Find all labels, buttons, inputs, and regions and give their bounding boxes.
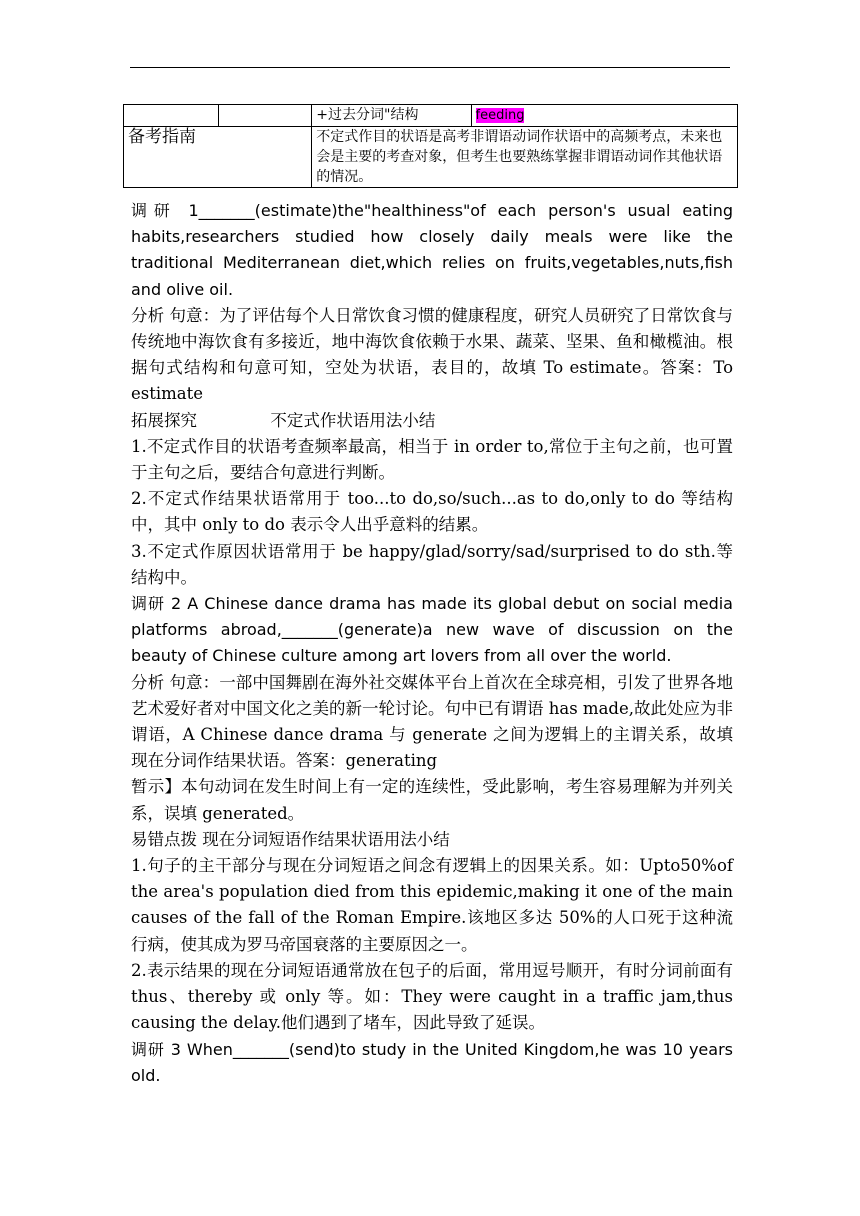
tip-note: 暂示】本句动词在发生时间上有一定的连续性，受此影响，考生容易理解为并列关系，误填 generated。: [131, 777, 733, 823]
question-1: 调研 1_______(estimate)the"healthiness"of each person's usual eating habits,researchers studied how closely daily meals were like the traditional Mediterranean diet,which relies on fruits,vegetables,nuts,fish and olive oil.: [131, 201, 733, 299]
question-2: 调研 2 A Chinese dance drama has made its global debut on social media platforms abroad,_______(generate)a new wave of discussion on the beauty of Chinese culture among art lovers from all over the world.: [131, 594, 733, 666]
table-cell-answer: [471, 105, 737, 127]
table-cell: [124, 105, 219, 127]
guide-label-cell: 备考指南: [124, 127, 312, 188]
table-cell-structure: +过去分词"结构: [312, 105, 471, 127]
section-heading-error: 易错点拨 现在分词短语作结果状语用法小结: [131, 829, 450, 849]
section-heading-extension: 拓展探究 不定式作状语用法小结: [131, 410, 436, 430]
guide-content-cell: 不定式作目的状语是高考非谓语动词作状语中的高频考点，未来也会是主要的考查对象，但考生也要熟练掌握非谓语动词作其他状语的情况。: [312, 127, 738, 188]
analysis-2: 分析 句意：一部中国舞剧在海外社交媒体平台上首次在全球亮相，引发了世界各地艺术爱好者对中国文化之美的新一轮讨论。句中已有谓语 has made,故此处应为非谓语，A Chinese dance drama 与 generate 之间为逻辑上的主谓关系，故填现在分词作结果状语。答案：generating: [131, 672, 733, 771]
analysis-1: 分析 句意：为了评估每个人日常饮食习惯的健康程度，研究人员研究了日常饮食与传统地中海饮食有多接近，地中海饮食依赖于水果、蔬菜、坚果、鱼和橄榄油。根据句式结构和句意可知，空处为状语，表目的，故填 To estimate。答案：To estimate: [131, 305, 733, 404]
header-rule: [130, 67, 730, 68]
table-row: [124, 105, 738, 127]
error-point-1: 1.句子的主干部分与现在分词短语之间念有逻辑上的因果关系。如：Upto50%of the area's population died from this epidemic,making it one of the main causes of the fall of the Roman Empire.该地区多达 50%的人口死于这种流行病，使其成为罗马帝国衰落的主要原因之一。: [131, 856, 733, 954]
guide-table: [123, 104, 738, 188]
summary-point-1: 1.不定式作目的状语考查频率最高，相当于 in order to,常位于主句之前，也可置于主句之后，要结合句意进行判断。: [131, 436, 733, 483]
summary-point-2: 2.不定式作结果状语常用于 too...to do,so/such...as to do,only to do 等结构中，其中 only to do 表示令人出乎意料的结累。: [131, 489, 733, 535]
summary-point-3: 3.不定式作原因状语常用于 be happy/glad/sorry/sad/surprised to do sth.等结构中。: [131, 541, 733, 587]
body-text: [131, 198, 733, 1089]
table-cell: [219, 105, 312, 127]
question-3: 调研 3 When_______(send)to study in the United Kingdom,he was 10 years old.: [131, 1039, 733, 1085]
highlighted-answer: feeding: [475, 108, 525, 123]
table-row: [124, 127, 738, 188]
error-point-2: 2.表示结果的现在分词短语通常放在包子的后面，常用逗号顺开，有时分词前面有 thus、thereby 或 only 等。如：They were caught in a traffic jam,thus causing the delay.他们遇到了堵车，因此导致了延误。: [131, 960, 733, 1033]
